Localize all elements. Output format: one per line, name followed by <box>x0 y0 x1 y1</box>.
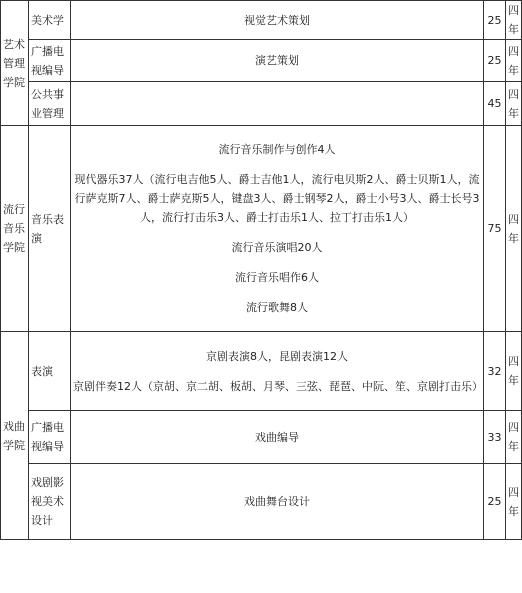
years-cell: 四年 <box>506 1 522 40</box>
count-cell: 32 <box>484 332 506 411</box>
years-cell: 四年 <box>506 126 522 332</box>
years-cell: 四年 <box>506 464 522 540</box>
major-cell: 音乐表演 <box>29 126 71 332</box>
years-cell: 四年 <box>506 332 522 411</box>
count-cell: 25 <box>484 1 506 40</box>
major-cell: 表演 <box>29 332 71 411</box>
content-line: 流行音乐制作与创作4人 <box>218 143 336 156</box>
content-cell <box>71 332 484 411</box>
major-cell: 公共事业管理 <box>29 82 71 126</box>
content-line: 京剧表演8人，昆剧表演12人 <box>206 349 348 363</box>
content-cell: 戏曲舞台设计 <box>71 464 484 540</box>
table-row <box>1 411 522 464</box>
count-cell: 25 <box>484 40 506 82</box>
table-row <box>1 464 522 540</box>
content-line: 流行音乐演唱20人 <box>231 241 323 254</box>
years-cell: 四年 <box>506 411 522 464</box>
years-cell: 四年 <box>506 40 522 82</box>
count-cell: 25 <box>484 464 506 540</box>
years-cell: 四年 <box>506 82 522 126</box>
content-cell: 戏曲编导 <box>71 411 484 464</box>
table-row <box>1 126 522 332</box>
major-cell: 广播电视编导 <box>29 40 71 82</box>
content-line: 流行歌舞8人 <box>246 301 308 314</box>
content-line: 京剧伴奏12人（京胡、京二胡、板胡、月琴、三弦、琵琶、中阮、笙、京剧打击乐） <box>73 379 483 393</box>
major-cell: 戏剧影视美术设计 <box>29 464 71 540</box>
major-cell: 美术学 <box>29 1 71 40</box>
count-cell: 45 <box>484 82 506 126</box>
content-cell: 视觉艺术策划 <box>71 1 484 40</box>
content-cell: 演艺策划 <box>71 40 484 82</box>
content-line: 流行音乐唱作6人 <box>235 271 319 284</box>
college-cell: 艺术管理学院 <box>1 1 29 126</box>
college-cell: 戏曲学院 <box>1 332 29 540</box>
count-cell: 33 <box>484 411 506 464</box>
content-cell <box>71 82 484 126</box>
content-line: 现代器乐37人（流行电吉他5人、爵士吉他1人，流行电贝斯2人、爵士贝斯1人，流行萨克斯7人、爵士萨克斯5人，键盘3人、爵士钢琴2人，爵士小号3人、爵士长号3人，流行打击乐3人、爵士打击乐1人、拉丁打击乐1人） <box>74 173 480 224</box>
content-cell <box>71 126 484 332</box>
table-row <box>1 82 522 126</box>
college-cell: 流行音乐学院 <box>1 126 29 332</box>
table-row <box>1 40 522 82</box>
table-row <box>1 1 522 40</box>
major-cell: 广播电视编导 <box>29 411 71 464</box>
table-row <box>1 332 522 411</box>
count-cell: 75 <box>484 126 506 332</box>
